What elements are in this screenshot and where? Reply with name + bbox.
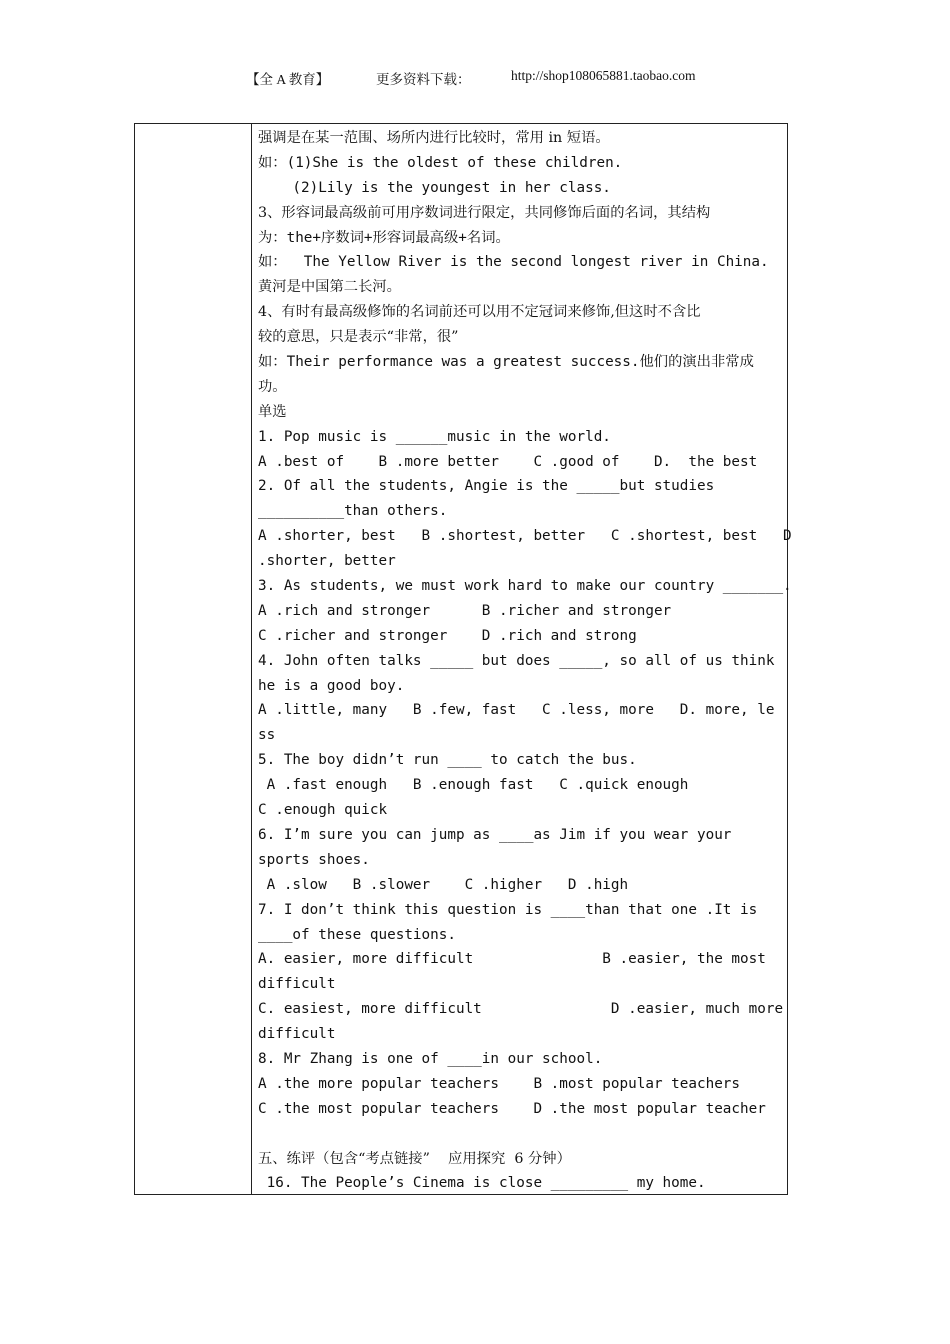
options-line: A .shorter, best B .shortest, better C .shortest, best D bbox=[258, 528, 792, 545]
text-line: 如：(1)She is the oldest of these children. bbox=[258, 154, 623, 171]
options-line: difficult bbox=[258, 1026, 336, 1043]
options-line: C .enough quick bbox=[258, 802, 388, 819]
options-line: A .fast enough B .enough fast C .quick enough bbox=[258, 777, 689, 794]
options-line: A .rich and stronger B .richer and stronger bbox=[258, 602, 672, 619]
text-line: 4、有时有最高级修饰的名词前还可以用不定冠词来修饰,但这时不含比 bbox=[258, 304, 701, 321]
options-line: C .richer and stronger D .rich and strong bbox=[258, 627, 637, 644]
text-line: 如：Their performance was a greatest success.他们的演出非常成 bbox=[258, 354, 754, 371]
question-line: 1. Pop music is ______music in the world. bbox=[258, 428, 611, 445]
text-line: 3、形容词最高级前可用序数词进行限定，共同修饰后面的名词，其结构 bbox=[258, 204, 711, 221]
question-line: 6. I’m sure you can jump as ____as Jim if you wear your bbox=[258, 826, 732, 843]
section-label: 单选 bbox=[258, 403, 287, 420]
question-line: 7. I don’t think this question is ____than that one .It is bbox=[258, 901, 758, 918]
text-line: 较的意思，只是表示“非常，很” bbox=[258, 329, 459, 346]
page-header bbox=[0, 68, 950, 88]
question-line: __________than others. bbox=[258, 503, 448, 520]
brand-label: 【全 A 教育】 bbox=[246, 72, 330, 87]
text-line: 如： The Yellow River is the second longest river in China. bbox=[258, 254, 769, 271]
question-line: sports shoes. bbox=[258, 851, 370, 868]
options-line: C. easiest, more difficult D .easier, much more bbox=[258, 1001, 784, 1018]
question-line: 16. The People’s Cinema is close _________ my home. bbox=[258, 1175, 706, 1192]
text-line: (2)Lily is the youngest in her class. bbox=[258, 179, 611, 196]
options-line: A .little, many B .few, fast C .less, more D. more, le bbox=[258, 702, 775, 719]
text-line: 黄河是中国第二长河。 bbox=[258, 279, 401, 296]
blank-line bbox=[258, 1122, 780, 1147]
shop-url-link[interactable]: http://shop108065881.taobao.com bbox=[511, 68, 696, 83]
question-line: 4. John often talks _____ but does _____, so all of us think bbox=[258, 652, 775, 669]
question-line: 2. Of all the students, Angie is the _____but studies bbox=[258, 478, 715, 495]
text-line: 为：the+序数词+形容词最高级+名词。 bbox=[258, 229, 510, 246]
options-line: A .the more popular teachers B .most popular teachers bbox=[258, 1075, 741, 1092]
text-line: 功。 bbox=[258, 378, 287, 395]
lesson-content bbox=[258, 126, 792, 1196]
options-line: difficult bbox=[258, 976, 336, 993]
options-line: A .best of B .more better C .good of D. the best bbox=[258, 453, 758, 470]
options-line: A .slow B .slower C .higher D .high bbox=[258, 876, 629, 893]
options-line: .shorter, better bbox=[258, 553, 396, 570]
question-line: 5. The boy didn’t run ____ to catch the bus. bbox=[258, 752, 637, 769]
section-heading: 五、练评（包含“考点链接” 应用探究 6 分钟） bbox=[258, 1150, 571, 1167]
options-line: ss bbox=[258, 727, 276, 744]
options-line: A. easier, more difficult B .easier, the most bbox=[258, 951, 766, 968]
download-label: 更多资料下载： bbox=[376, 72, 471, 87]
column-divider-right bbox=[787, 124, 788, 1194]
question-line: ____of these questions. bbox=[258, 926, 456, 943]
text-line: 强调是在某一范围、场所内进行比较时，常用 in 短语。 bbox=[258, 130, 610, 146]
question-line: 3. As students, we must work hard to make our country _______. bbox=[258, 578, 792, 595]
question-line: he is a good boy. bbox=[258, 677, 405, 694]
question-line: 8. Mr Zhang is one of ____in our school. bbox=[258, 1050, 603, 1067]
options-line: C .the most popular teachers D .the most popular teacher bbox=[258, 1100, 766, 1117]
column-divider-left bbox=[251, 124, 252, 1194]
